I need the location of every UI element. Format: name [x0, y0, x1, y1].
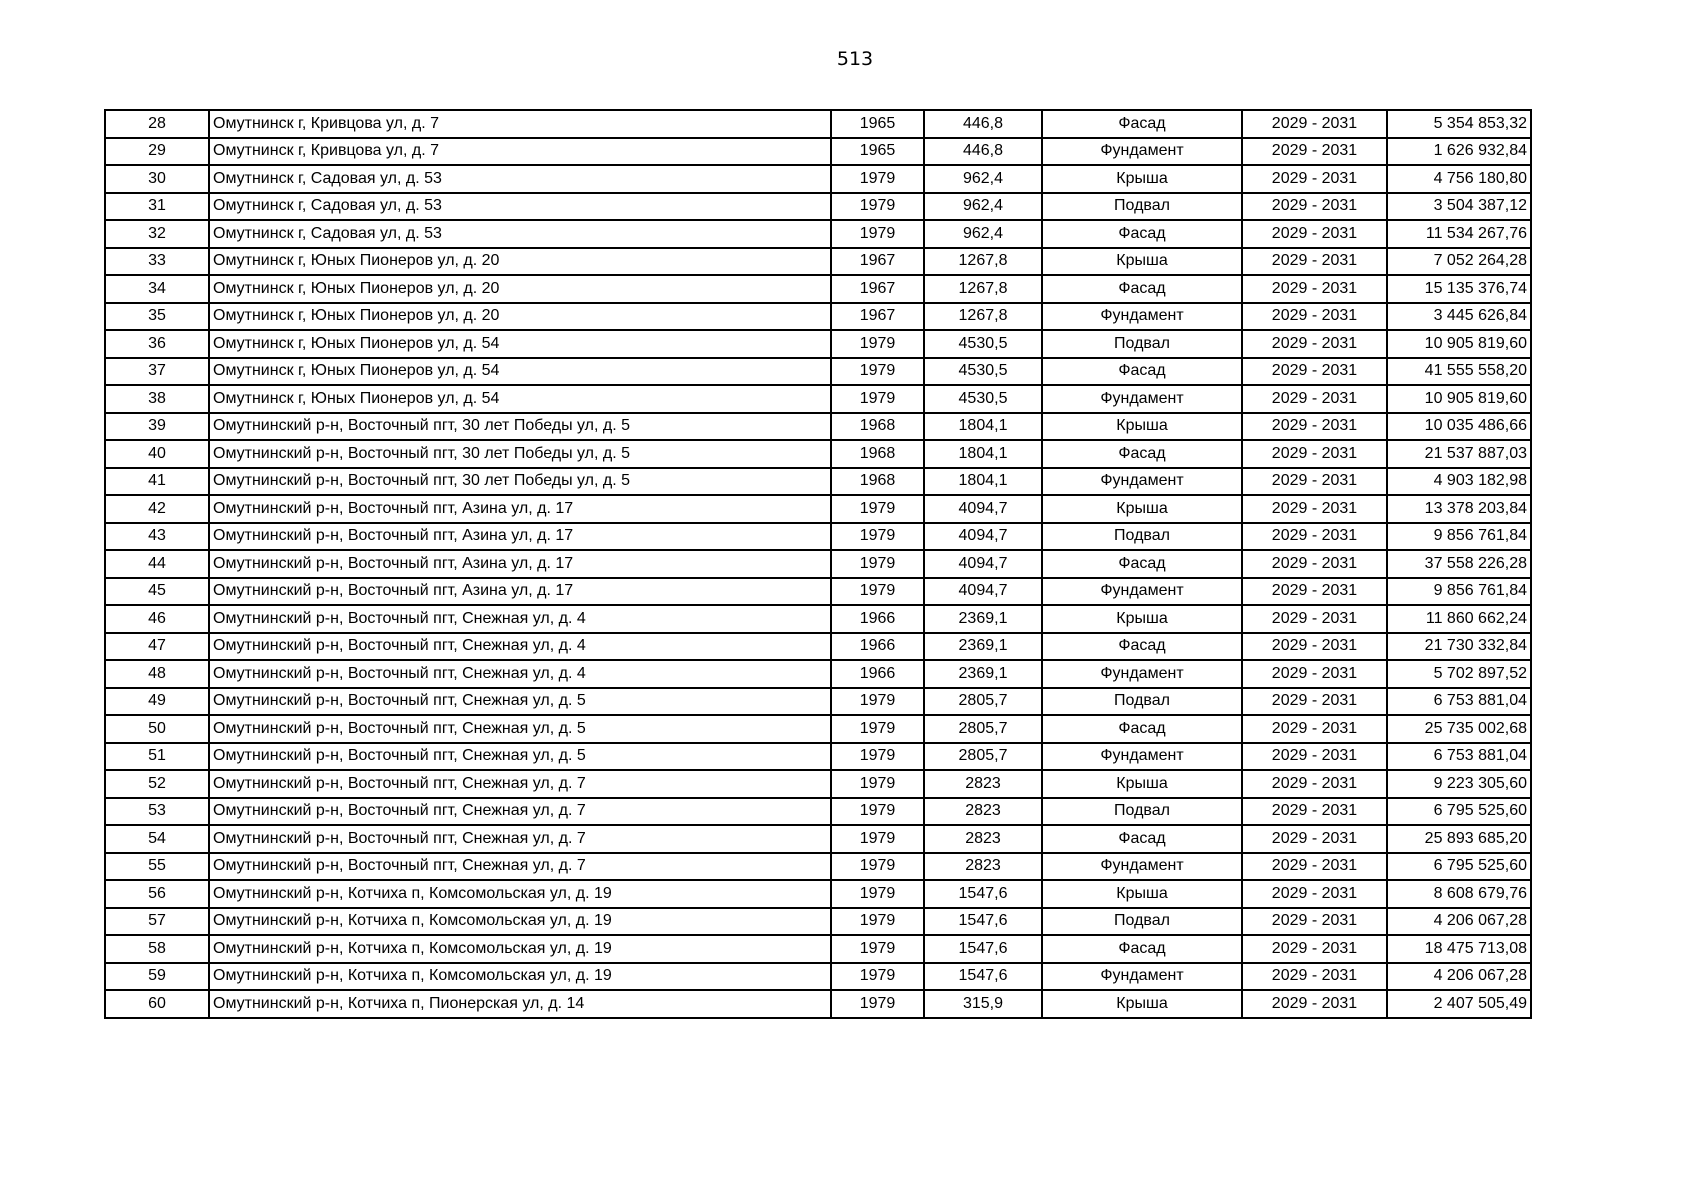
address-cell: Омутнинский р-н, Восточный пгт, Снежная ул, д. 5 — [209, 688, 831, 716]
area-cell: 4530,5 — [924, 330, 1042, 358]
period-cell: 2029 - 2031 — [1242, 165, 1387, 193]
table-row — [105, 248, 1531, 276]
cost-cell: 37 558 226,28 — [1387, 550, 1531, 578]
table-row — [105, 413, 1531, 441]
cost-cell: 4 903 182,98 — [1387, 468, 1531, 496]
area-cell: 1547,6 — [924, 880, 1042, 908]
build-year-cell: 1979 — [831, 935, 924, 963]
build-year-cell: 1979 — [831, 193, 924, 221]
table-row — [105, 853, 1531, 881]
row-number-cell: 37 — [105, 358, 209, 386]
period-cell: 2029 - 2031 — [1242, 220, 1387, 248]
table-row — [105, 825, 1531, 853]
build-year-cell: 1967 — [831, 303, 924, 331]
cost-cell: 4 756 180,80 — [1387, 165, 1531, 193]
address-cell: Омутнинск г, Юных Пионеров ул, д. 20 — [209, 303, 831, 331]
table-row — [105, 770, 1531, 798]
address-cell: Омутнинск г, Кривцова ул, д. 7 — [209, 110, 831, 138]
area-cell: 315,9 — [924, 990, 1042, 1018]
build-year-cell: 1965 — [831, 110, 924, 138]
area-cell: 2823 — [924, 770, 1042, 798]
work-type-cell: Крыша — [1042, 990, 1242, 1018]
address-cell: Омутнинский р-н, Котчиха п, Комсомольская ул, д. 19 — [209, 880, 831, 908]
row-number-cell: 53 — [105, 798, 209, 826]
area-cell: 962,4 — [924, 193, 1042, 221]
area-cell: 962,4 — [924, 220, 1042, 248]
build-year-cell: 1979 — [831, 825, 924, 853]
area-cell: 4530,5 — [924, 358, 1042, 386]
build-year-cell: 1979 — [831, 550, 924, 578]
table-row — [105, 743, 1531, 771]
cost-cell: 15 135 376,74 — [1387, 275, 1531, 303]
cost-cell: 1 626 932,84 — [1387, 138, 1531, 166]
address-cell: Омутнинск г, Садовая ул, д. 53 — [209, 220, 831, 248]
work-type-cell: Фасад — [1042, 633, 1242, 661]
area-cell: 2805,7 — [924, 688, 1042, 716]
work-type-cell: Фундамент — [1042, 578, 1242, 606]
work-type-cell: Фундамент — [1042, 468, 1242, 496]
cost-cell: 6 753 881,04 — [1387, 688, 1531, 716]
area-cell: 1547,6 — [924, 935, 1042, 963]
period-cell: 2029 - 2031 — [1242, 935, 1387, 963]
area-cell: 962,4 — [924, 165, 1042, 193]
table-row — [105, 935, 1531, 963]
address-cell: Омутнинский р-н, Восточный пгт, Азина ул, д. 17 — [209, 550, 831, 578]
address-cell: Омутнинский р-н, Котчиха п, Комсомольская ул, д. 19 — [209, 908, 831, 936]
work-type-cell: Фасад — [1042, 715, 1242, 743]
cost-cell: 11 860 662,24 — [1387, 605, 1531, 633]
address-cell: Омутнинск г, Юных Пионеров ул, д. 20 — [209, 275, 831, 303]
table-row — [105, 275, 1531, 303]
cost-cell: 41 555 558,20 — [1387, 358, 1531, 386]
build-year-cell: 1979 — [831, 880, 924, 908]
work-type-cell: Фасад — [1042, 110, 1242, 138]
build-year-cell: 1979 — [831, 385, 924, 413]
table-row — [105, 605, 1531, 633]
area-cell: 2823 — [924, 825, 1042, 853]
table-row — [105, 963, 1531, 991]
cost-cell: 25 735 002,68 — [1387, 715, 1531, 743]
work-type-cell: Фундамент — [1042, 743, 1242, 771]
table-row — [105, 908, 1531, 936]
cost-cell: 9 223 305,60 — [1387, 770, 1531, 798]
work-type-cell: Фасад — [1042, 825, 1242, 853]
period-cell: 2029 - 2031 — [1242, 743, 1387, 771]
area-cell: 446,8 — [924, 110, 1042, 138]
area-cell: 4094,7 — [924, 523, 1042, 551]
period-cell: 2029 - 2031 — [1242, 495, 1387, 523]
work-type-cell: Крыша — [1042, 605, 1242, 633]
table-row — [105, 660, 1531, 688]
period-cell: 2029 - 2031 — [1242, 853, 1387, 881]
build-year-cell: 1979 — [831, 165, 924, 193]
table-row — [105, 990, 1531, 1018]
address-cell: Омутнинский р-н, Котчиха п, Комсомольская ул, д. 19 — [209, 935, 831, 963]
row-number-cell: 45 — [105, 578, 209, 606]
table-row — [105, 385, 1531, 413]
row-number-cell: 59 — [105, 963, 209, 991]
row-number-cell: 35 — [105, 303, 209, 331]
cost-cell: 8 608 679,76 — [1387, 880, 1531, 908]
cost-cell: 7 052 264,28 — [1387, 248, 1531, 276]
build-year-cell: 1965 — [831, 138, 924, 166]
cost-cell: 3 445 626,84 — [1387, 303, 1531, 331]
cost-cell: 10 035 486,66 — [1387, 413, 1531, 441]
address-cell: Омутнинск г, Садовая ул, д. 53 — [209, 193, 831, 221]
period-cell: 2029 - 2031 — [1242, 908, 1387, 936]
row-number-cell: 31 — [105, 193, 209, 221]
work-type-cell: Крыша — [1042, 770, 1242, 798]
work-type-cell: Фасад — [1042, 935, 1242, 963]
work-type-cell: Крыша — [1042, 495, 1242, 523]
cost-cell: 21 730 332,84 — [1387, 633, 1531, 661]
cost-cell: 2 407 505,49 — [1387, 990, 1531, 1018]
row-number-cell: 40 — [105, 440, 209, 468]
cost-cell: 4 206 067,28 — [1387, 908, 1531, 936]
table-row — [105, 193, 1531, 221]
build-year-cell: 1979 — [831, 523, 924, 551]
address-cell: Омутнинск г, Кривцова ул, д. 7 — [209, 138, 831, 166]
area-cell: 4094,7 — [924, 495, 1042, 523]
row-number-cell: 36 — [105, 330, 209, 358]
work-type-cell: Фундамент — [1042, 853, 1242, 881]
address-cell: Омутнинский р-н, Восточный пгт, Снежная ул, д. 4 — [209, 605, 831, 633]
work-type-cell: Фасад — [1042, 440, 1242, 468]
address-cell: Омутнинский р-н, Восточный пгт, Азина ул, д. 17 — [209, 523, 831, 551]
work-type-cell: Фундамент — [1042, 660, 1242, 688]
area-cell: 1547,6 — [924, 908, 1042, 936]
work-type-cell: Крыша — [1042, 880, 1242, 908]
period-cell: 2029 - 2031 — [1242, 770, 1387, 798]
work-type-cell: Фундамент — [1042, 963, 1242, 991]
cost-cell: 9 856 761,84 — [1387, 523, 1531, 551]
build-year-cell: 1966 — [831, 660, 924, 688]
address-cell: Омутнинск г, Садовая ул, д. 53 — [209, 165, 831, 193]
address-cell: Омутнинский р-н, Восточный пгт, Снежная ул, д. 7 — [209, 825, 831, 853]
build-year-cell: 1979 — [831, 578, 924, 606]
area-cell: 1267,8 — [924, 248, 1042, 276]
cost-cell: 25 893 685,20 — [1387, 825, 1531, 853]
row-number-cell: 39 — [105, 413, 209, 441]
row-number-cell: 32 — [105, 220, 209, 248]
build-year-cell: 1979 — [831, 908, 924, 936]
build-year-cell: 1979 — [831, 770, 924, 798]
period-cell: 2029 - 2031 — [1242, 138, 1387, 166]
period-cell: 2029 - 2031 — [1242, 550, 1387, 578]
area-cell: 1267,8 — [924, 275, 1042, 303]
work-type-cell: Фундамент — [1042, 303, 1242, 331]
build-year-cell: 1979 — [831, 798, 924, 826]
address-cell: Омутнинск г, Юных Пионеров ул, д. 54 — [209, 330, 831, 358]
table-row — [105, 880, 1531, 908]
work-type-cell: Фасад — [1042, 220, 1242, 248]
cost-cell: 6 795 525,60 — [1387, 798, 1531, 826]
build-year-cell: 1968 — [831, 440, 924, 468]
work-type-cell: Подвал — [1042, 330, 1242, 358]
row-number-cell: 57 — [105, 908, 209, 936]
area-cell: 2805,7 — [924, 715, 1042, 743]
row-number-cell: 49 — [105, 688, 209, 716]
table-row — [105, 523, 1531, 551]
period-cell: 2029 - 2031 — [1242, 248, 1387, 276]
period-cell: 2029 - 2031 — [1242, 688, 1387, 716]
row-number-cell: 44 — [105, 550, 209, 578]
area-cell: 2369,1 — [924, 605, 1042, 633]
address-cell: Омутнинский р-н, Восточный пгт, 30 лет Победы ул, д. 5 — [209, 468, 831, 496]
period-cell: 2029 - 2031 — [1242, 578, 1387, 606]
cost-cell: 5 702 897,52 — [1387, 660, 1531, 688]
address-cell: Омутнинский р-н, Восточный пгт, Снежная ул, д. 7 — [209, 798, 831, 826]
area-cell: 4094,7 — [924, 578, 1042, 606]
area-cell: 2805,7 — [924, 743, 1042, 771]
period-cell: 2029 - 2031 — [1242, 825, 1387, 853]
period-cell: 2029 - 2031 — [1242, 990, 1387, 1018]
build-year-cell: 1979 — [831, 220, 924, 248]
row-number-cell: 29 — [105, 138, 209, 166]
build-year-cell: 1968 — [831, 413, 924, 441]
work-type-cell: Подвал — [1042, 908, 1242, 936]
period-cell: 2029 - 2031 — [1242, 275, 1387, 303]
build-year-cell: 1979 — [831, 715, 924, 743]
build-year-cell: 1979 — [831, 495, 924, 523]
row-number-cell: 52 — [105, 770, 209, 798]
row-number-cell: 41 — [105, 468, 209, 496]
table-row — [105, 440, 1531, 468]
row-number-cell: 47 — [105, 633, 209, 661]
row-number-cell: 43 — [105, 523, 209, 551]
area-cell: 2369,1 — [924, 633, 1042, 661]
address-cell: Омутнинск г, Юных Пионеров ул, д. 20 — [209, 248, 831, 276]
table-row — [105, 303, 1531, 331]
address-cell: Омутнинский р-н, Восточный пгт, Снежная ул, д. 7 — [209, 770, 831, 798]
table-row — [105, 578, 1531, 606]
area-cell: 1804,1 — [924, 468, 1042, 496]
work-type-cell: Подвал — [1042, 523, 1242, 551]
table-row — [105, 220, 1531, 248]
cost-cell: 4 206 067,28 — [1387, 963, 1531, 991]
build-year-cell: 1966 — [831, 633, 924, 661]
table-row — [105, 798, 1531, 826]
row-number-cell: 38 — [105, 385, 209, 413]
table-row — [105, 138, 1531, 166]
period-cell: 2029 - 2031 — [1242, 468, 1387, 496]
work-type-cell: Фундамент — [1042, 138, 1242, 166]
build-year-cell: 1979 — [831, 688, 924, 716]
cost-cell: 9 856 761,84 — [1387, 578, 1531, 606]
row-number-cell: 55 — [105, 853, 209, 881]
work-type-cell: Фасад — [1042, 275, 1242, 303]
row-number-cell: 60 — [105, 990, 209, 1018]
cost-cell: 3 504 387,12 — [1387, 193, 1531, 221]
build-year-cell: 1979 — [831, 990, 924, 1018]
build-year-cell: 1967 — [831, 248, 924, 276]
period-cell: 2029 - 2031 — [1242, 880, 1387, 908]
cost-cell: 10 905 819,60 — [1387, 385, 1531, 413]
area-cell: 2369,1 — [924, 660, 1042, 688]
table-row — [105, 110, 1531, 138]
table-row — [105, 715, 1531, 743]
work-type-cell: Фасад — [1042, 550, 1242, 578]
cost-cell: 10 905 819,60 — [1387, 330, 1531, 358]
address-cell: Омутнинский р-н, Восточный пгт, Азина ул, д. 17 — [209, 495, 831, 523]
page-number: 513 — [836, 48, 874, 70]
period-cell: 2029 - 2031 — [1242, 413, 1387, 441]
build-year-cell: 1979 — [831, 743, 924, 771]
cost-cell: 18 475 713,08 — [1387, 935, 1531, 963]
area-cell: 1804,1 — [924, 413, 1042, 441]
area-cell: 4094,7 — [924, 550, 1042, 578]
area-cell: 2823 — [924, 853, 1042, 881]
row-number-cell: 58 — [105, 935, 209, 963]
period-cell: 2029 - 2031 — [1242, 605, 1387, 633]
row-number-cell: 46 — [105, 605, 209, 633]
period-cell: 2029 - 2031 — [1242, 963, 1387, 991]
work-type-cell: Фасад — [1042, 358, 1242, 386]
address-cell: Омутнинский р-н, Котчиха п, Пионерская ул, д. 14 — [209, 990, 831, 1018]
table-row — [105, 165, 1531, 193]
cost-cell: 11 534 267,76 — [1387, 220, 1531, 248]
address-cell: Омутнинск г, Юных Пионеров ул, д. 54 — [209, 358, 831, 386]
table-body — [105, 110, 1531, 1018]
build-year-cell: 1979 — [831, 330, 924, 358]
address-cell: Омутнинский р-н, Восточный пгт, Снежная ул, д. 5 — [209, 715, 831, 743]
work-type-cell: Фундамент — [1042, 385, 1242, 413]
work-type-cell: Крыша — [1042, 413, 1242, 441]
work-type-cell: Крыша — [1042, 248, 1242, 276]
cost-cell: 5 354 853,32 — [1387, 110, 1531, 138]
period-cell: 2029 - 2031 — [1242, 110, 1387, 138]
period-cell: 2029 - 2031 — [1242, 633, 1387, 661]
row-number-cell: 54 — [105, 825, 209, 853]
area-cell: 4530,5 — [924, 385, 1042, 413]
address-cell: Омутнинский р-н, Котчиха п, Комсомольская ул, д. 19 — [209, 963, 831, 991]
row-number-cell: 34 — [105, 275, 209, 303]
period-cell: 2029 - 2031 — [1242, 303, 1387, 331]
row-number-cell: 56 — [105, 880, 209, 908]
table-row — [105, 633, 1531, 661]
cost-cell: 21 537 887,03 — [1387, 440, 1531, 468]
cost-cell: 13 378 203,84 — [1387, 495, 1531, 523]
period-cell: 2029 - 2031 — [1242, 440, 1387, 468]
table-row — [105, 358, 1531, 386]
row-number-cell: 48 — [105, 660, 209, 688]
area-cell: 446,8 — [924, 138, 1042, 166]
address-cell: Омутнинский р-н, Восточный пгт, Снежная ул, д. 4 — [209, 660, 831, 688]
period-cell: 2029 - 2031 — [1242, 715, 1387, 743]
row-number-cell: 28 — [105, 110, 209, 138]
period-cell: 2029 - 2031 — [1242, 660, 1387, 688]
address-cell: Омутнинский р-н, Восточный пгт, 30 лет Победы ул, д. 5 — [209, 440, 831, 468]
build-year-cell: 1967 — [831, 275, 924, 303]
area-cell: 1804,1 — [924, 440, 1042, 468]
row-number-cell: 33 — [105, 248, 209, 276]
cost-cell: 6 753 881,04 — [1387, 743, 1531, 771]
build-year-cell: 1966 — [831, 605, 924, 633]
work-type-cell: Подвал — [1042, 193, 1242, 221]
address-cell: Омутнинский р-н, Восточный пгт, Снежная ул, д. 5 — [209, 743, 831, 771]
work-type-cell: Крыша — [1042, 165, 1242, 193]
row-number-cell: 51 — [105, 743, 209, 771]
period-cell: 2029 - 2031 — [1242, 330, 1387, 358]
row-number-cell: 30 — [105, 165, 209, 193]
row-number-cell: 42 — [105, 495, 209, 523]
cost-cell: 6 795 525,60 — [1387, 853, 1531, 881]
address-cell: Омутнинский р-н, Восточный пгт, Азина ул, д. 17 — [209, 578, 831, 606]
period-cell: 2029 - 2031 — [1242, 193, 1387, 221]
build-year-cell: 1968 — [831, 468, 924, 496]
work-type-cell: Подвал — [1042, 688, 1242, 716]
period-cell: 2029 - 2031 — [1242, 523, 1387, 551]
area-cell: 1267,8 — [924, 303, 1042, 331]
period-cell: 2029 - 2031 — [1242, 798, 1387, 826]
work-type-cell: Подвал — [1042, 798, 1242, 826]
row-number-cell: 50 — [105, 715, 209, 743]
table-row — [105, 330, 1531, 358]
area-cell: 1547,6 — [924, 963, 1042, 991]
build-year-cell: 1979 — [831, 963, 924, 991]
address-cell: Омутнинский р-н, Восточный пгт, Снежная ул, д. 7 — [209, 853, 831, 881]
period-cell: 2029 - 2031 — [1242, 385, 1387, 413]
table-row — [105, 550, 1531, 578]
table-row — [105, 688, 1531, 716]
build-year-cell: 1979 — [831, 853, 924, 881]
table-row — [105, 495, 1531, 523]
repair-schedule-table — [104, 109, 1532, 1019]
area-cell: 2823 — [924, 798, 1042, 826]
address-cell: Омутнинск г, Юных Пионеров ул, д. 54 — [209, 385, 831, 413]
address-cell: Омутнинский р-н, Восточный пгт, Снежная ул, д. 4 — [209, 633, 831, 661]
period-cell: 2029 - 2031 — [1242, 358, 1387, 386]
build-year-cell: 1979 — [831, 358, 924, 386]
table-row — [105, 468, 1531, 496]
address-cell: Омутнинский р-н, Восточный пгт, 30 лет Победы ул, д. 5 — [209, 413, 831, 441]
